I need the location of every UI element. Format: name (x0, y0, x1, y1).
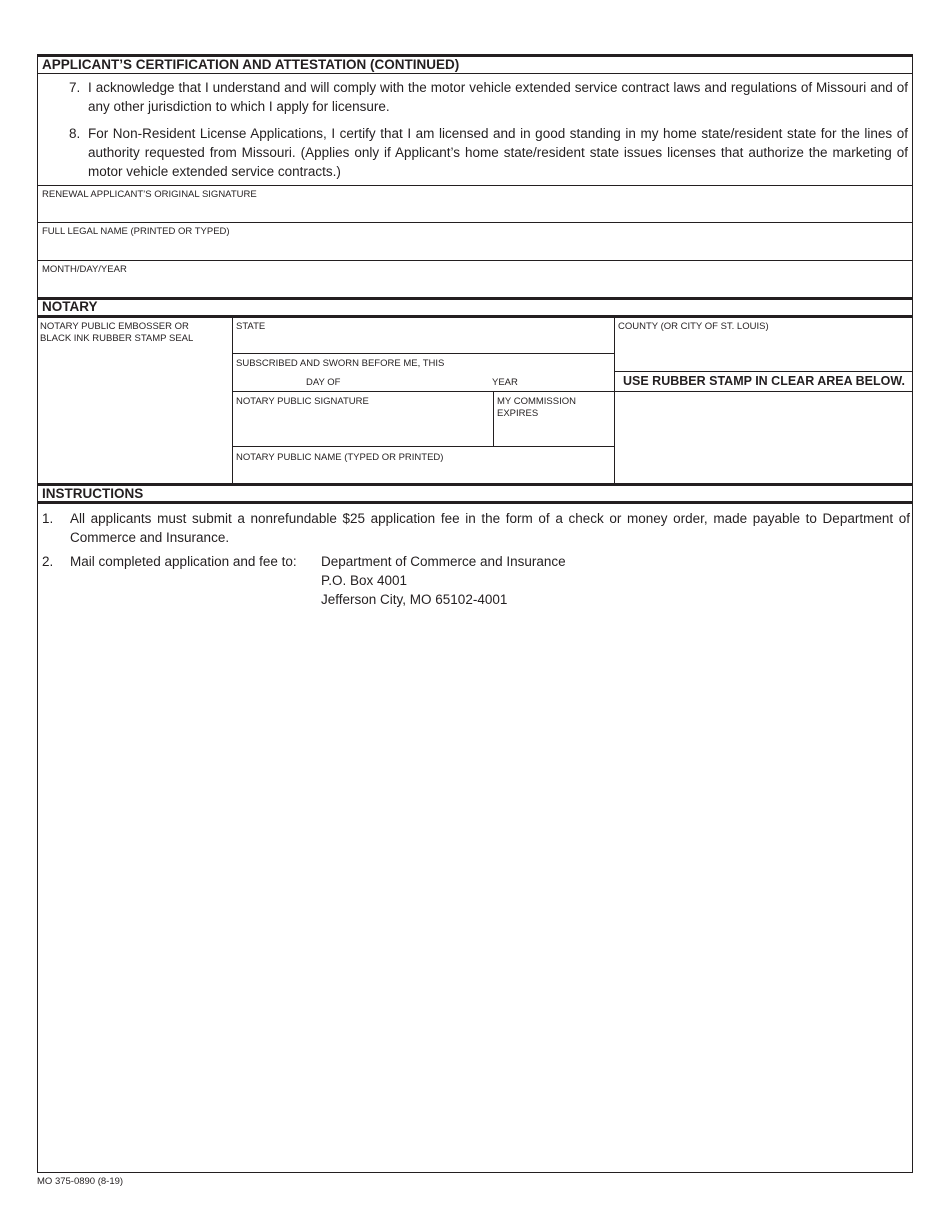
county-field[interactable] (615, 318, 912, 370)
rubber-stamp-area (615, 392, 912, 483)
state-field[interactable] (233, 318, 614, 353)
form-number: MO 375-0890 (8-19) (37, 1176, 124, 1187)
seal-area-label: NOTARY PUBLIC EMBOSSER OR BLACK INK RUBBER STAMP SEAL (40, 321, 194, 344)
notary-name-label: NOTARY PUBLIC NAME (TYPED OR PRINTED) (236, 452, 444, 463)
rubber-stamp-note: USE RUBBER STAMP IN CLEAR AREA BELOW. (623, 374, 905, 388)
commission-expires-field[interactable] (494, 392, 614, 446)
date-field-label: MONTH/DAY/YEAR (42, 264, 127, 275)
instruction-1: All applicants must submit a nonrefundable $25 application fee in the form of a check or money order, made payable to Department of Commerce and Insurance. (70, 511, 910, 545)
sworn-date-field[interactable] (233, 354, 614, 391)
commission-expires-label: MY COMMISSION EXPIRES (497, 396, 576, 419)
full-name-field-label: FULL LEGAL NAME (PRINTED OR TYPED) (42, 226, 230, 237)
item-number: 7. (69, 80, 81, 95)
instruction-2: Mail completed application and fee to: (70, 554, 297, 569)
mailing-address-line: P.O. Box 4001 (321, 573, 408, 588)
certification-title: APPLICANT’S CERTIFICATION AND ATTESTATION (CONTINUED) (42, 57, 460, 72)
county-field-label: COUNTY (OR CITY OF ST. LOUIS) (618, 321, 769, 332)
mailing-address-line: Jefferson City, MO 65102-4001 (321, 592, 508, 607)
sworn-statement-label: SUBSCRIBED AND SWORN BEFORE ME, THIS (236, 358, 445, 369)
certification-item-8: For Non-Resident License Applications, I certify that I am licensed and in good standing in my home state/resident state for the lines of authority requested from Missouri. (Applies only if Applicant’s home state/resident state issues licenses that authorize the marketing of motor vehicle extended service contracts.) (88, 126, 908, 179)
item-number: 8. (69, 126, 81, 141)
signature-field-label: RENEWAL APPLICANT’S ORIGINAL SIGNATURE (42, 189, 257, 200)
notary-name-field[interactable] (233, 447, 614, 483)
year-label: YEAR (492, 377, 518, 388)
notary-signature-field[interactable] (233, 392, 493, 446)
mailing-address-line: Department of Commerce and Insurance (321, 554, 566, 569)
section-rule (37, 483, 913, 486)
full-name-field[interactable] (38, 223, 912, 260)
day-of-label: DAY OF (306, 377, 341, 388)
instructions-title: INSTRUCTIONS (42, 486, 144, 501)
signature-field[interactable] (38, 186, 912, 222)
notary-signature-label: NOTARY PUBLIC SIGNATURE (236, 396, 369, 407)
instruction-number: 2. (42, 554, 54, 569)
instruction-number: 1. (42, 511, 54, 526)
section-rule (37, 501, 913, 504)
field-rule (615, 371, 913, 372)
state-field-label: STATE (236, 321, 266, 332)
date-field[interactable] (38, 261, 912, 297)
section-rule (37, 73, 913, 74)
section-rule (37, 297, 913, 300)
notary-title: NOTARY (42, 299, 98, 314)
certification-item-7: I acknowledge that I understand and will comply with the motor vehicle extended service contract laws and regulations of Missouri and of any other jurisdiction to which I apply for licensure. (88, 80, 908, 114)
